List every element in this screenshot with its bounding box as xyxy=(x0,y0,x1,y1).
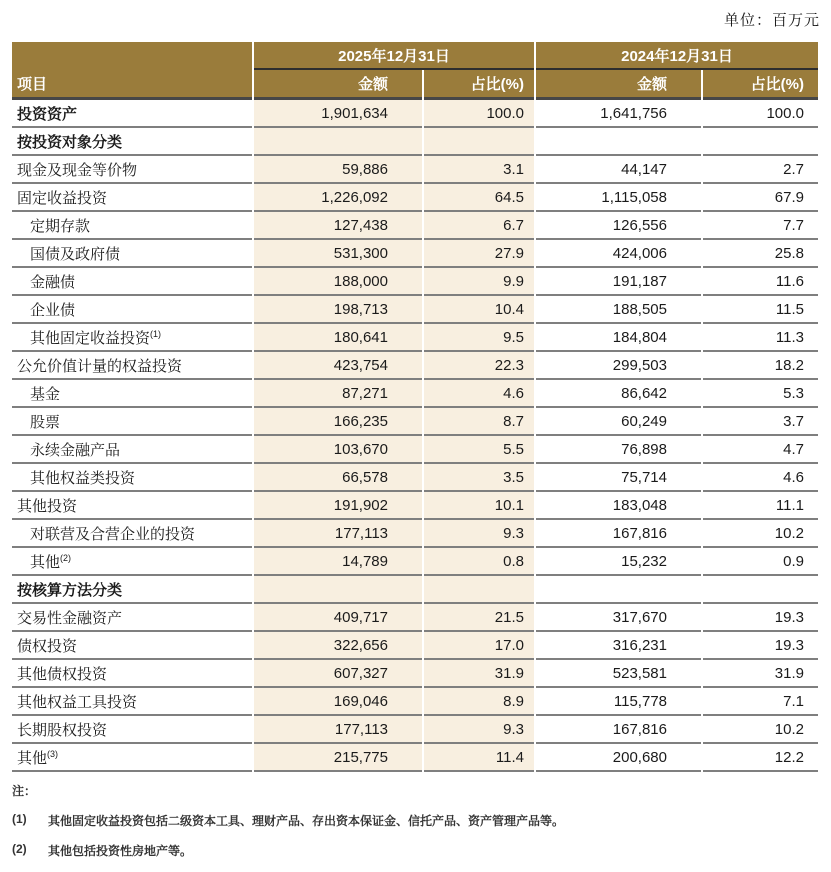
cell-amount-2025: 66,578 xyxy=(254,464,422,492)
cell-label: 永续金融产品 xyxy=(12,436,252,464)
cell-amount-2024: 184,804 xyxy=(536,324,701,352)
table-header xyxy=(12,42,818,100)
table-row xyxy=(12,548,818,576)
cell-label: 其他权益工具投资 xyxy=(12,688,252,716)
cell-pct-2025: 17.0 xyxy=(424,632,534,660)
cell-amount-2025: 423,754 xyxy=(254,352,422,380)
cell-label: 国债及政府债 xyxy=(12,240,252,268)
cell-amount-2024: 60,249 xyxy=(536,408,701,436)
cell-label: 定期存款 xyxy=(12,212,252,240)
cell-pct-2024: 25.8 xyxy=(703,240,818,268)
header-dates-row xyxy=(12,42,818,70)
cell-pct-2024: 67.9 xyxy=(703,184,818,212)
cell-label: 交易性金融资产 xyxy=(12,604,252,632)
cell-amount-2024: 126,556 xyxy=(536,212,701,240)
cell-amount-2024: 183,048 xyxy=(536,492,701,520)
cell-pct-2024: 19.3 xyxy=(703,604,818,632)
cell-amount-2024 xyxy=(536,576,701,604)
cell-amount-2024: 167,816 xyxy=(536,716,701,744)
cell-label: 基金 xyxy=(12,380,252,408)
cell-pct-2024: 5.3 xyxy=(703,380,818,408)
cell-pct-2025 xyxy=(424,576,534,604)
cell-pct-2024: 11.1 xyxy=(703,492,818,520)
cell-amount-2024: 76,898 xyxy=(536,436,701,464)
cell-amount-2025: 177,113 xyxy=(254,716,422,744)
cell-amount-2025: 191,902 xyxy=(254,492,422,520)
cell-pct-2024: 19.3 xyxy=(703,632,818,660)
col-amount-2024: 金额 xyxy=(536,70,701,100)
cell-label: 其他固定收益投资$^{(1)}$ xyxy=(12,324,252,352)
cell-label: 投资资产 xyxy=(12,100,252,128)
cell-pct-2024: 31.9 xyxy=(703,660,818,688)
cell-label: 其他权益类投资 xyxy=(12,464,252,492)
col-pct-2024: 占比(%) xyxy=(703,70,818,100)
cell-amount-2024: 15,232 xyxy=(536,548,701,576)
table-row xyxy=(12,240,818,268)
cell-amount-2024: 191,187 xyxy=(536,268,701,296)
table-row xyxy=(12,324,818,352)
cell-pct-2024: 7.7 xyxy=(703,212,818,240)
cell-amount-2025: 607,327 xyxy=(254,660,422,688)
cell-pct-2024: 10.2 xyxy=(703,520,818,548)
cell-amount-2025: 215,775 xyxy=(254,744,422,772)
cell-pct-2024: 3.7 xyxy=(703,408,818,436)
cell-label: 固定收益投资 xyxy=(12,184,252,212)
cell-pct-2024: 12.2 xyxy=(703,744,818,772)
cell-pct-2024: 11.3 xyxy=(703,324,818,352)
cell-label: 其他$^{(3)}$ xyxy=(12,744,252,772)
cell-pct-2024 xyxy=(703,576,818,604)
cell-pct-2025: 11.4 xyxy=(424,744,534,772)
cell-label: 其他$^{(2)}$ xyxy=(12,548,252,576)
cell-amount-2025: 198,713 xyxy=(254,296,422,324)
cell-label: 其他投资 xyxy=(12,492,252,520)
cell-pct-2024: 2.7 xyxy=(703,156,818,184)
table-row xyxy=(12,660,818,688)
unit-label: 单位：百万元 xyxy=(723,12,820,29)
note-text: 其他包括投资性房地产等。 xyxy=(48,844,193,858)
cell-pct-2025: 10.1 xyxy=(424,492,534,520)
cell-label: 债权投资 xyxy=(12,632,252,660)
cell-label: 股票 xyxy=(12,408,252,436)
cell-pct-2025: 27.9 xyxy=(424,240,534,268)
cell-amount-2025: 322,656 xyxy=(254,632,422,660)
note-title: 注： xyxy=(12,784,37,798)
cell-amount-2024: 424,006 xyxy=(536,240,701,268)
cell-amount-2024: 86,642 xyxy=(536,380,701,408)
col-item: 项目 xyxy=(12,70,252,100)
cell-label: 长期股权投资 xyxy=(12,716,252,744)
cell-pct-2025: 3.1 xyxy=(424,156,534,184)
header-columns-row xyxy=(12,70,818,100)
cell-label: 现金及现金等价物 xyxy=(12,156,252,184)
cell-pct-2024: 4.6 xyxy=(703,464,818,492)
cell-pct-2025: 9.9 xyxy=(424,268,534,296)
colgroup-2024: 2024年12月31日 xyxy=(536,42,818,70)
table-row xyxy=(12,492,818,520)
cell-label: 金融债 xyxy=(12,268,252,296)
investment-assets-table xyxy=(10,42,820,772)
cell-amount-2025: 177,113 xyxy=(254,520,422,548)
cell-amount-2024: 44,147 xyxy=(536,156,701,184)
cell-pct-2025: 10.4 xyxy=(424,296,534,324)
cell-amount-2025: 87,271 xyxy=(254,380,422,408)
note-marker: (1) xyxy=(12,812,27,826)
cell-amount-2025: 169,046 xyxy=(254,688,422,716)
table-row xyxy=(12,520,818,548)
cell-pct-2025: 9.3 xyxy=(424,520,534,548)
col-amount-2025: 金额 xyxy=(254,70,422,100)
cell-amount-2024 xyxy=(536,128,701,156)
cell-amount-2025: 103,670 xyxy=(254,436,422,464)
colgroup-2025: 2025年12月31日 xyxy=(254,42,534,70)
cell-pct-2025: 0.8 xyxy=(424,548,534,576)
cell-amount-2025 xyxy=(254,576,422,604)
table-row xyxy=(12,128,818,156)
note-item xyxy=(12,812,820,829)
cell-pct-2024: 7.1 xyxy=(703,688,818,716)
cell-amount-2025: 166,235 xyxy=(254,408,422,436)
cell-pct-2025: 9.3 xyxy=(424,716,534,744)
cell-amount-2024: 75,714 xyxy=(536,464,701,492)
cell-pct-2025: 4.6 xyxy=(424,380,534,408)
cell-amount-2025: 59,886 xyxy=(254,156,422,184)
cell-pct-2024: 11.5 xyxy=(703,296,818,324)
cell-amount-2024: 317,670 xyxy=(536,604,701,632)
cell-pct-2025: 9.5 xyxy=(424,324,534,352)
cell-pct-2025: 21.5 xyxy=(424,604,534,632)
cell-amount-2025: 180,641 xyxy=(254,324,422,352)
cell-amount-2024: 316,231 xyxy=(536,632,701,660)
cell-amount-2024: 1,641,756 xyxy=(536,100,701,128)
table-row xyxy=(12,380,818,408)
cell-pct-2024 xyxy=(703,128,818,156)
table-row xyxy=(12,632,818,660)
cell-pct-2024: 100.0 xyxy=(703,100,818,128)
cell-pct-2025 xyxy=(424,128,534,156)
cell-pct-2024: 11.6 xyxy=(703,268,818,296)
cell-pct-2025: 3.5 xyxy=(424,464,534,492)
header-corner-cell xyxy=(12,42,252,70)
cell-label: 其他债权投资 xyxy=(12,660,252,688)
cell-amount-2025: 1,226,092 xyxy=(254,184,422,212)
table-row xyxy=(12,268,818,296)
cell-amount-2024: 200,680 xyxy=(536,744,701,772)
col-pct-2025: 占比(%) xyxy=(424,70,534,100)
cell-pct-2024: 10.2 xyxy=(703,716,818,744)
cell-label: 企业债 xyxy=(12,296,252,324)
cell-pct-2025: 22.3 xyxy=(424,352,534,380)
cell-amount-2025: 409,717 xyxy=(254,604,422,632)
table-row xyxy=(12,100,818,128)
footnote-marker: (3) xyxy=(47,748,59,759)
table-row xyxy=(12,156,818,184)
cell-amount-2024: 299,503 xyxy=(536,352,701,380)
table-row xyxy=(12,464,818,492)
table-row xyxy=(12,688,818,716)
table-row xyxy=(12,296,818,324)
note-item xyxy=(12,842,820,859)
cell-pct-2025: 5.5 xyxy=(424,436,534,464)
cell-amount-2025 xyxy=(254,128,422,156)
cell-label: 按核算方法分类 xyxy=(12,576,252,604)
cell-amount-2025: 1,901,634 xyxy=(254,100,422,128)
cell-amount-2024: 1,115,058 xyxy=(536,184,701,212)
table-row xyxy=(12,436,818,464)
cell-pct-2024: 4.7 xyxy=(703,436,818,464)
table-row xyxy=(12,744,818,772)
table-row xyxy=(12,408,818,436)
cell-pct-2025: 8.9 xyxy=(424,688,534,716)
table-row xyxy=(12,604,818,632)
cell-pct-2025: 100.0 xyxy=(424,100,534,128)
note-text: 其他固定收益投资包括二级资本工具、理财产品、存出资本保证金、信托产品、资产管理产品等。 xyxy=(48,814,565,828)
cell-amount-2024: 167,816 xyxy=(536,520,701,548)
cell-pct-2025: 31.9 xyxy=(424,660,534,688)
footnote-marker: (1) xyxy=(150,328,162,339)
cell-amount-2024: 188,505 xyxy=(536,296,701,324)
cell-pct-2025: 6.7 xyxy=(424,212,534,240)
cell-amount-2025: 14,789 xyxy=(254,548,422,576)
cell-label: 公允价值计量的权益投资 xyxy=(12,352,252,380)
cell-amount-2025: 531,300 xyxy=(254,240,422,268)
table-row xyxy=(12,716,818,744)
cell-amount-2024: 523,581 xyxy=(536,660,701,688)
table-body xyxy=(12,100,818,772)
cell-pct-2024: 18.2 xyxy=(703,352,818,380)
cell-pct-2025: 64.5 xyxy=(424,184,534,212)
cell-label: 对联营及合营企业的投资 xyxy=(12,520,252,548)
table-row xyxy=(12,576,818,604)
cell-amount-2025: 127,438 xyxy=(254,212,422,240)
cell-pct-2024: 0.9 xyxy=(703,548,818,576)
cell-amount-2025: 188,000 xyxy=(254,268,422,296)
cell-amount-2024: 115,778 xyxy=(536,688,701,716)
table-row xyxy=(12,352,818,380)
notes xyxy=(12,782,820,872)
table-row xyxy=(12,184,818,212)
footnote-marker: (2) xyxy=(60,552,72,563)
note-marker: (2) xyxy=(12,842,27,856)
table-row xyxy=(12,212,818,240)
cell-pct-2025: 8.7 xyxy=(424,408,534,436)
cell-label: 按投资对象分类 xyxy=(12,128,252,156)
